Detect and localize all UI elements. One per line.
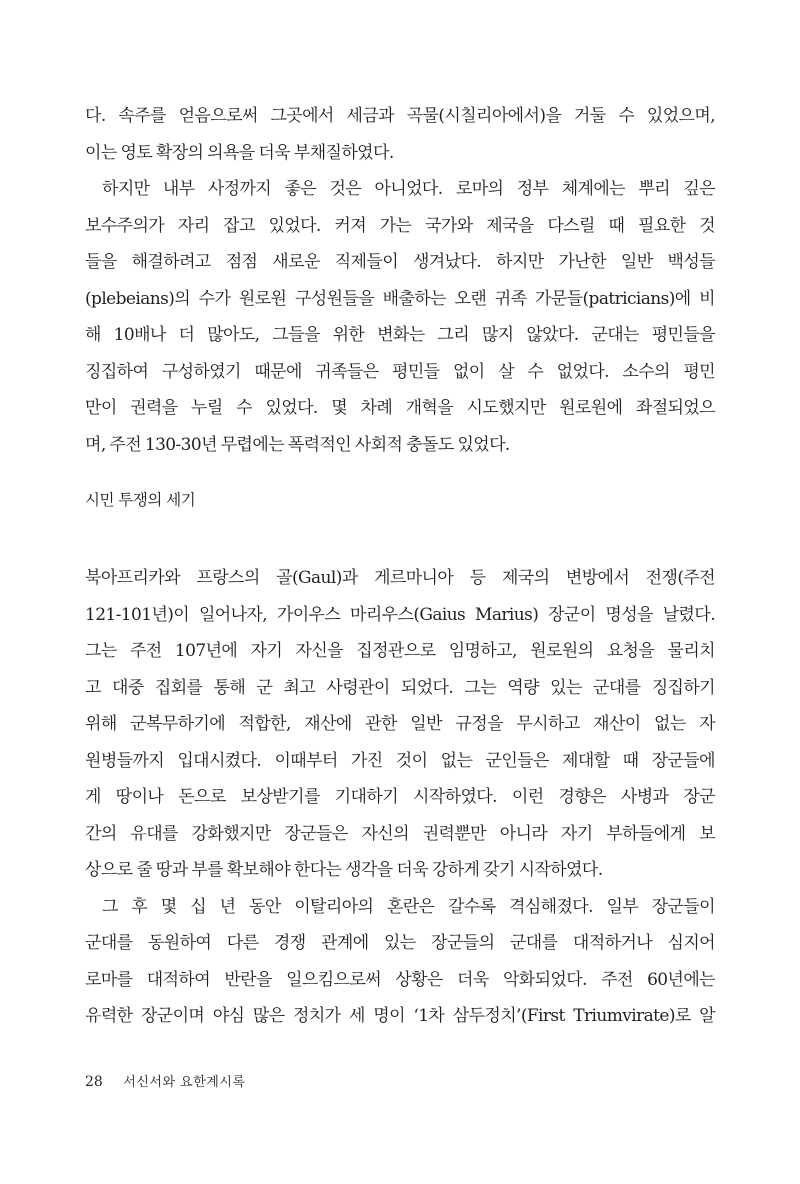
text-line: 다. 속주를 얻음으로써 그곳에서 세금과 곡물(시칠리아에서)을 거둘 수 있었으며, [85,106,715,126]
page-footer [85,1072,245,1093]
text-line: 그 후 몇 십 년 동안 이탈리아의 혼란은 갈수록 격심해졌다. 일부 장군들이 [102,896,715,917]
page-number: 28 [85,1074,103,1090]
text-line: 하지만 내부 사정까지 좋은 것은 아니었다. 로마의 정부 체계에는 뿌리 깊은 [102,179,715,199]
text-line: 징집하여 구성하였기 때문에 귀족들은 평민들 없이 살 수 없었다. 소수의 평민 [85,361,715,382]
text-line: 그는 주전 107년에 자기 자신을 집정관으로 임명하고, 원로원의 요청을 물리치 [85,641,715,661]
body-text-block [85,98,715,463]
text-line: (plebeians)의 수가 원로원 구성원들을 배출하는 오랜 귀족 가문들(patricians)에 비 [85,288,715,309]
text-line: 북아프리카와 프랑스의 골(Gaul)과 게르마니아 등 제국의 변방에서 전쟁(주전 [85,568,715,588]
text-line: 들을 해결하려고 점점 새로운 직제들이 생겨났다. 하지만 가난한 일반 백성들 [85,252,715,272]
text-line: 유력한 장군이며 야심 많은 정치가 세 명이 ‘1차 삼두정치’(First Triumvirate)로 알 [85,1006,715,1026]
text-line: 군대를 동원하여 다른 경쟁 관계에 있는 장군들의 군대를 대적하거나 심지어 [85,933,715,953]
section-heading: 시민 투쟁의 세기 [85,491,196,509]
text-line: 121-101년)이 일어나자, 가이우스 마리우스(Gaius Marius) 장군이 명성을 날렸다. [85,604,715,625]
text-line: 간의 유대를 강화했지만 장군들은 자신의 권력뿐만 아니라 자기 부하들에게 보 [85,823,715,844]
text-line: 며, 주전 130-30년 무렵에는 폭력적인 사회적 충돌도 있었다. [85,434,510,455]
text-line: 해 10배나 더 많아도, 그들을 위한 변화는 그리 많지 않았다. 군대는 평민들을 [85,325,715,345]
text-line: 원병들까지 입대시켰다. 이때부터 가진 것이 없는 군인들은 제대할 때 장군들에 [85,750,715,771]
text-line: 상으로 줄 땅과 부를 확보해야 한다는 생각을 더욱 강하게 갖기 시작하였다. [85,860,603,880]
text-line: 로마를 대적하여 반란을 일으킴으로써 상황은 더욱 악화되었다. 주전 60년에는 [85,969,715,990]
text-line: 이는 영토 확장의 의욕을 더욱 부채질하였다. [85,142,394,163]
text-line: 만이 권력을 누릴 수 있었다. 몇 차례 개혁을 시도했지만 원로원에 좌절되었으 [85,398,715,418]
text-line: 보수주의가 자리 잡고 있었다. 커져 가는 국가와 제국을 다스릴 때 필요한 것 [85,215,715,236]
text-line: 게 땅이나 돈으로 보상받기를 기대하기 시작하였다. 이런 경향은 사병과 장군 [85,787,715,807]
running-title: 서신서와 요한계시록 [123,1075,246,1090]
text-line: 위해 군복무하기에 적합한, 재산에 관한 일반 규정을 무시하고 재산이 없는 자 [85,714,715,734]
body-text-block [85,560,715,1035]
text-line: 고 대중 집회를 통해 군 최고 사령관이 되었다. 그는 역량 있는 군대를 징집하기 [85,677,715,698]
